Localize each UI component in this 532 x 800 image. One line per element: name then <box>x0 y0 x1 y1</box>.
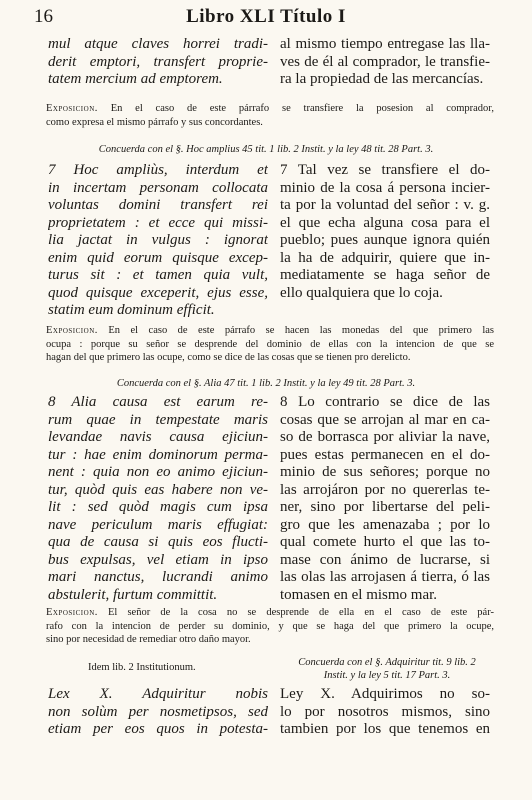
spanish-line: las arrojáron por no quererlas te- <box>280 481 490 498</box>
exposition-text: hagan del que primero las ocupe, como se dice de las cosas que se tienen pro derelicto. <box>46 352 411 363</box>
exposition-text: ocupa : porque su señor se desprende del dominio de ellas con la intencion de que se <box>46 338 494 350</box>
spanish-line: Ley X. Adquirimos no so- <box>280 686 490 702</box>
spanish-line: qual comete hurto el que las to- <box>280 534 490 550</box>
spanish-line: ves de él al comprador, le transfie- <box>280 53 490 70</box>
latin-line: tur, quòd quis eas habere non ve- <box>48 481 268 498</box>
spanish-line: ello qualquiera que lo coja. <box>280 284 443 301</box>
spanish-line: minio de la cosa á persona incier- <box>280 179 490 196</box>
latin-line: 8 Alia causa est earum re- <box>48 394 268 410</box>
exposition-1 <box>46 102 494 129</box>
spanish-column <box>280 36 490 89</box>
latin-line: turus sit : et tamen quia vult, <box>48 267 268 283</box>
exposition-text: En el caso de este párrafo se hacen las monedas del que primero las <box>108 325 494 336</box>
spanish-column <box>280 162 490 302</box>
latin-column <box>48 36 268 89</box>
latin-line: mari nanctus, lucrandi animo <box>48 569 268 585</box>
exposition-label: Exposicion. <box>46 325 98 336</box>
concordance-2: Concuerda con el §. Alia 47 tit. 1 lib. 2 Instit. y la ley 49 tit. 28 Part. 3. <box>116 378 416 389</box>
exposition-text: En el caso de este párrafo se transfiere la posesion al comprador, <box>110 103 494 114</box>
concordance-1: Concuerda con el §. Hoc amplius 45 tit. 1 lib. 2 Instit. y la ley 48 tit. 28 Part. 3. <box>98 144 434 155</box>
idem-heading: Idem lib. 2 Institutionum. <box>88 662 196 673</box>
latin-line: lit : sed quòd magis cum ipsa <box>48 499 268 515</box>
concordance-line: Concuerda con el §. Adquiritur tit. 9 lib. 2 <box>298 657 476 668</box>
spanish-line: el que echa alguna cosa para el <box>280 214 490 231</box>
latin-line: enim quid eorum quisque excep- <box>48 249 268 266</box>
latin-line: etiam per eos quos in potesta- <box>48 721 268 737</box>
spanish-column <box>280 686 490 739</box>
latin-line: rum quae in tempestate maris <box>48 411 268 428</box>
exposition-text: El señor de la cosa no se desprende de ella en el caso de este pár- <box>108 607 494 618</box>
spanish-line: ner, sino por libertarse del peli- <box>280 499 490 515</box>
spanish-line: gro que les amenazaba ; por lo <box>280 516 490 533</box>
latin-line: mul atque claves horrei tradi- <box>48 36 268 52</box>
spanish-line: 8 Lo contrario se dice de las <box>280 394 490 410</box>
spanish-line: minio de sus señores; porque no <box>280 464 490 480</box>
latin-line: derit emptori, transfert proprie- <box>48 53 268 70</box>
latin-line: voluntas domini transfert rei <box>48 197 268 213</box>
latin-line: tatem mercium ad emptorem. <box>48 71 223 87</box>
spanish-line: mediatamente se haga señor de <box>280 267 490 283</box>
exposition-text: como expresa el mismo párrafo y sus concordantes. <box>46 116 263 128</box>
spanish-line: las olas las arrojasen á tierra, ó las <box>280 569 490 585</box>
concordance-line: Instit. y la ley 5 tit. 17 Part. 3. <box>323 670 451 681</box>
exposition-label: Exposicion. <box>46 103 98 114</box>
exposition-label: Exposicion. <box>46 607 98 618</box>
latin-column <box>48 162 268 320</box>
latin-line: Lex X. Adquiritur nobis <box>48 686 268 702</box>
latin-line: quod quisque exceperit, ejus esse, <box>48 284 268 301</box>
latin-line: 7 Hoc ampliùs, interdum et <box>48 162 268 178</box>
latin-line: qua de causa si quis eos flucti- <box>48 534 268 550</box>
spanish-line: lo por nosotros mismos, sino <box>280 703 490 720</box>
spanish-line: tomasen en el mismo mar. <box>280 586 438 603</box>
spanish-line: cosas que se arrojan al mar en ca- <box>280 411 490 428</box>
spanish-line: pueblo; pues aunque ignora quién <box>280 232 490 248</box>
spanish-line: tambien por los que tenemos en <box>280 721 490 737</box>
latin-line: in incertam personam collocata <box>48 179 268 196</box>
spanish-line: la ha de adquirir, quiere que in- <box>280 249 490 266</box>
spanish-line: ra la propiedad de las mercancías. <box>280 71 484 87</box>
latin-column <box>48 686 268 739</box>
exposition-3 <box>46 606 494 647</box>
latin-line: lia jactat in vulgus : ignorat <box>48 232 268 248</box>
latin-line: bus expulsas, vel etiam in ipso <box>48 551 268 568</box>
spanish-line: ta por la voluntad del señor : v. g. <box>280 197 490 213</box>
latin-line: nave periculum maris effugiat: <box>48 516 268 533</box>
latin-line: abstulerit, furtum committit. <box>48 586 218 603</box>
running-title: Libro XLI Título I <box>186 6 346 27</box>
spanish-column <box>280 394 490 604</box>
spanish-line: 7 Tal vez se transfiere el do- <box>280 162 490 178</box>
latin-line: statim eum dominum efficit. <box>48 302 215 318</box>
latin-column <box>48 394 268 604</box>
page-number: 16 <box>34 6 53 27</box>
latin-line: levandae navis causa ejiciun- <box>48 429 268 445</box>
exposition-2 <box>46 324 494 365</box>
spanish-line: pues estas permanecen en el do- <box>280 446 490 463</box>
spanish-line: al mismo tiempo entregase las lla- <box>280 36 490 52</box>
latin-line: tur : hae enim dominorum perma- <box>48 446 268 463</box>
concordance-3 <box>282 656 492 682</box>
spanish-line: mase con ánimo de lucrarse, si <box>280 551 490 568</box>
latin-line: non solùm per nosmetipsos, sed <box>48 703 268 720</box>
exposition-text: sino por necesidad de remediar otro daño mayor. <box>46 634 251 645</box>
spanish-line: so de borrasca por aliviar la nave, <box>280 429 490 445</box>
page-header <box>34 6 498 32</box>
latin-line: nent : quia non eo animo ejiciun- <box>48 464 268 480</box>
exposition-text: rafo con la intencion de perder su dominio, y que se haga del que primero la ocupe, <box>46 620 494 632</box>
latin-line: proprietatem : et ecce qui missi- <box>48 214 268 231</box>
